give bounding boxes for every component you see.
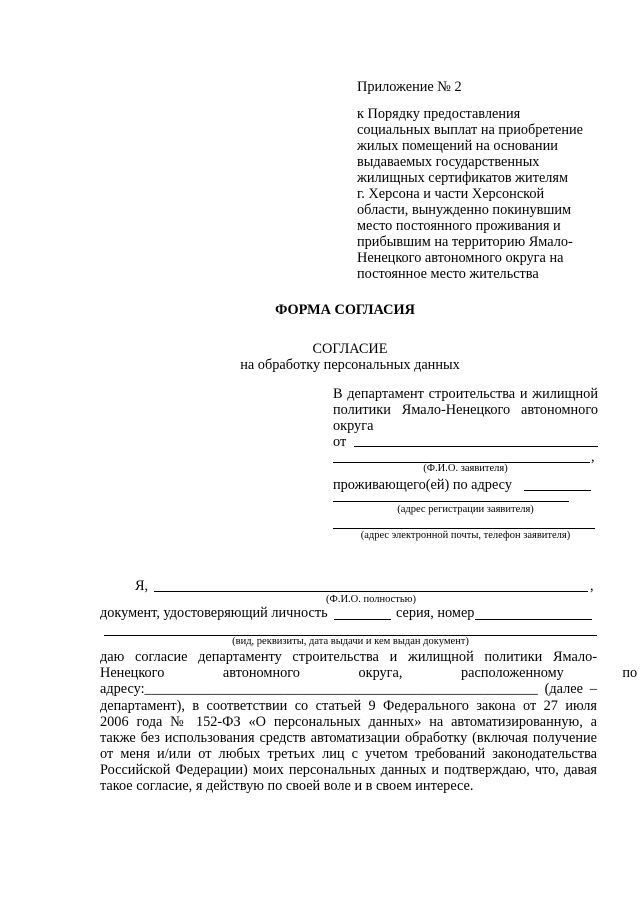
appendix-line: области, вынужденно покинувшим <box>357 202 572 218</box>
appendix-line: к Порядку предоставления <box>357 106 521 122</box>
address-caption: (адрес регистрации заявителя) <box>397 504 534 515</box>
address-field-2[interactable] <box>333 501 569 502</box>
appendix-line: социальных выплат на приобретение <box>357 122 584 138</box>
appendix-line: выдаваемых государственных <box>357 154 540 170</box>
doc-label: документ, удостоверяющий личность <box>100 605 328 621</box>
paragraph-line: также без использования средств автоматизации обработку (включая получение <box>100 730 597 746</box>
appendix-line: жилищных сертификатов жителям <box>357 170 569 186</box>
contact-field[interactable] <box>333 528 595 529</box>
full-name-field[interactable] <box>154 591 588 592</box>
doc-type-field[interactable] <box>334 619 391 620</box>
form-title: ФОРМА СОГЛАСИЯ <box>275 302 415 318</box>
consent-title: СОГЛАСИЕ <box>312 341 388 357</box>
addressee-line: политики Ямало-Ненецкого автономного <box>333 402 598 418</box>
paragraph-line: Российской Федерации) моих персональных данных и подтверждаю, что, давая <box>100 762 597 778</box>
i-label: Я, <box>135 578 149 594</box>
full-name-caption: (Ф.И.О. полностью) <box>326 594 416 605</box>
appendix-line: место постоянного проживания и <box>357 218 561 234</box>
appendix-line: прибывшим на территорию Ямало- <box>357 234 573 250</box>
consent-subtitle: на обработку персональных данных <box>240 357 460 373</box>
paragraph-line: от меня и/или от любых третьих лиц с учетом требований законодательства <box>100 746 597 762</box>
appendix-number: Приложение № 2 <box>357 79 462 95</box>
series-number-field[interactable] <box>475 619 592 620</box>
residing-label: проживающего(ей) по адресу <box>333 477 512 493</box>
series-label: серия, номер <box>396 605 475 621</box>
addressee-line: округа <box>333 418 374 434</box>
paragraph-line: даю согласие департаменту строительства и жилищной политики Ямало- <box>100 649 597 665</box>
paragraph-line: 2006 года № 152-ФЗ «О персональных данных» на автоматизированную, а <box>100 714 597 730</box>
doc-caption: (вид, реквизиты, дата выдачи и кем выдан документ) <box>232 636 469 647</box>
appendix-line: г. Херсона и части Херсонской <box>357 186 545 202</box>
comma: , <box>590 578 594 594</box>
appendix-line: постоянное место жительства <box>357 266 539 282</box>
from-label: от <box>333 434 347 450</box>
appendix-line: жилых помещений на основании <box>357 138 558 154</box>
address-field[interactable] <box>524 490 591 491</box>
paragraph-line: департамент), в соответствии со статьей 9 Федерального закона от 27 июля <box>100 698 597 714</box>
contact-caption: (адрес электронной почты, телефон заявителя) <box>360 530 571 541</box>
applicant-name-field[interactable] <box>354 446 598 447</box>
addressee-line: В департамент строительства и жилищной <box>333 386 598 402</box>
applicant-fio-caption: (Ф.И.О. заявителя) <box>423 463 508 474</box>
paragraph-line: адресу:_______________________________________________________ (далее – <box>100 681 597 697</box>
appendix-line: Ненецкого автономного округа на <box>357 250 564 266</box>
paragraph-line: такое согласие, я действую по своей воле и в своем интересе. <box>100 778 474 794</box>
comma: , <box>591 449 595 465</box>
paragraph-line: Ненецкого автономного округа, расположенному по <box>100 665 638 681</box>
